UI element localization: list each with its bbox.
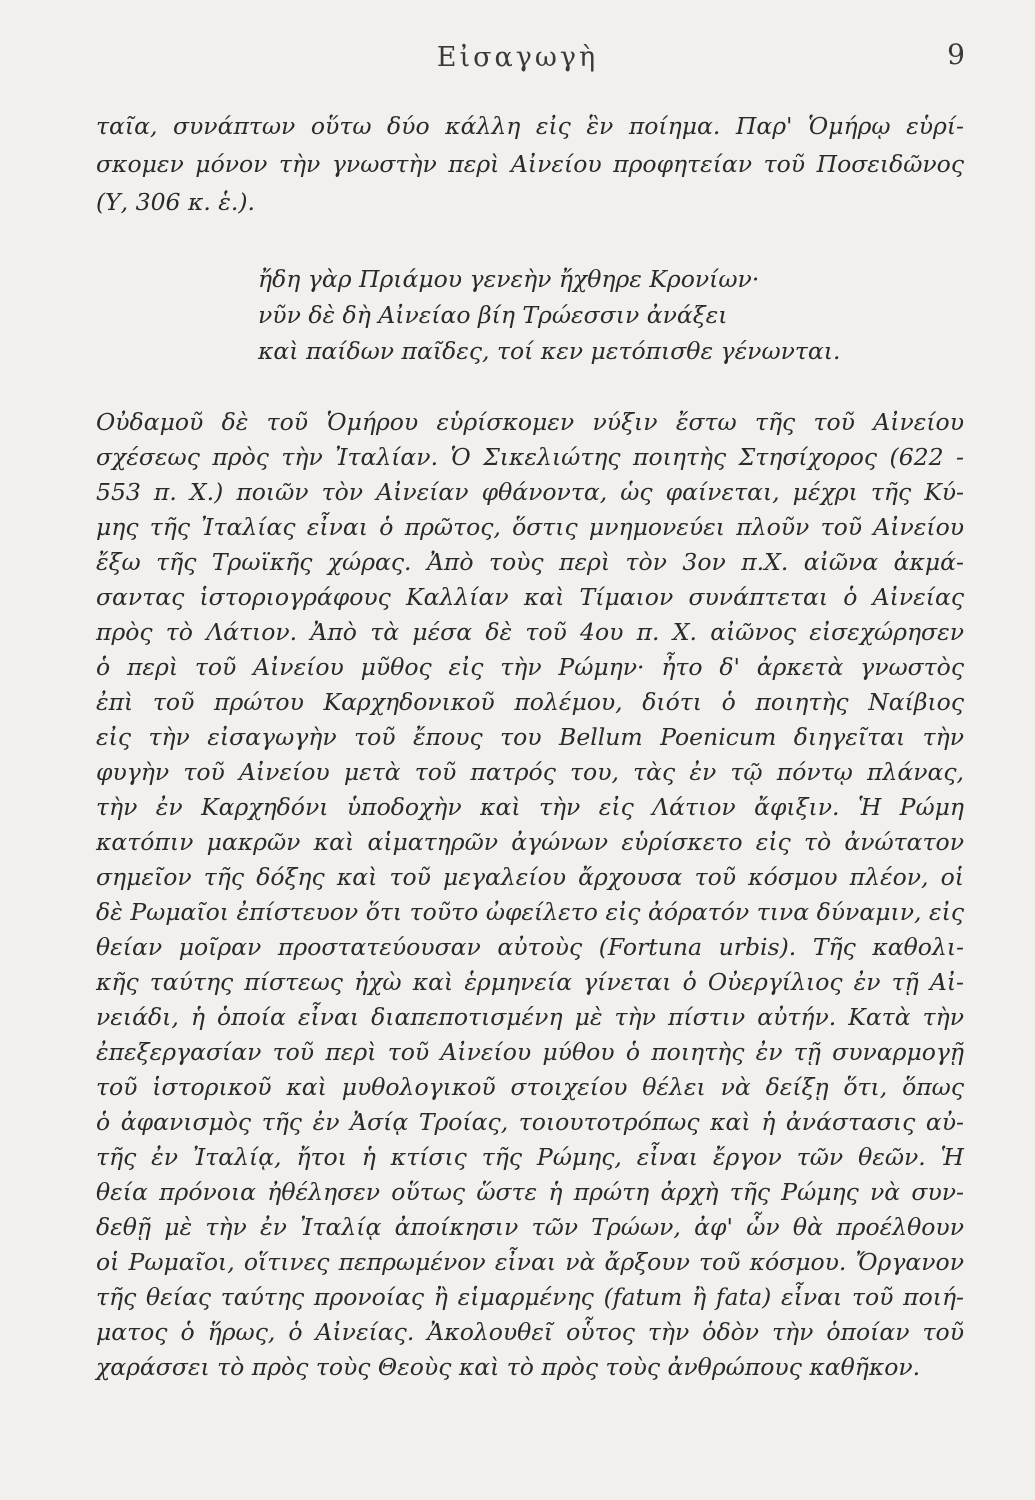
paragraph-line: νειάδι, ἡ ὁποία εἶναι διαπεποτισμένη μὲ τὴν πίστιν αὐτήν. Κατὰ τὴν: [96, 1003, 964, 1031]
paragraph-line: ταῖα, συνάπτων οὕτω δύο κάλλη εἰς ἓν ποίημα. Παρ' Ὁμήρῳ εὑρί-: [96, 112, 964, 140]
paragraph-line: σκομεν μόνον τὴν γνωστὴν περὶ Αἰνείου προφητείαν τοῦ Ποσειδῶνος: [96, 150, 964, 178]
paragraph-line: τὴν ἐν Καρχηδόνι ὑποδοχὴν καὶ τὴν εἰς Λάτιον ἄφιξιν. Ἡ Ρώμη: [96, 793, 964, 821]
paragraph-line: Οὐδαμοῦ δὲ τοῦ Ὁμήρου εὑρίσκομεν νύξιν ἔστω τῆς τοῦ Αἰνείου: [96, 408, 964, 436]
paragraph-line: δεθῇ μὲ τὴν ἐν Ἰταλίᾳ ἀποίκησιν τῶν Τρώων, ἀφ' ὧν θὰ προέλθουν: [96, 1213, 964, 1241]
paragraph-line: (Υ, 306 κ. ἑ.).: [96, 188, 256, 216]
paragraph-line: 553 π. Χ.) ποιῶν τὸν Αἰνείαν φθάνοντα, ὡς φαίνεται, μέχρι τῆς Κύ-: [96, 478, 964, 506]
paragraph-line: μης τῆς Ἰταλίας εἶναι ὁ πρῶτος, ὅστις μνημονεύει πλοῦν τοῦ Αἰνείου: [96, 513, 964, 541]
paragraph-line: σαντας ἱστοριογράφους Καλλίαν καὶ Τίμαιον συνάπτεται ὁ Αἰνείας: [96, 583, 964, 611]
paragraph-line: κῆς ταύτης πίστεως ἠχὼ καὶ ἑρμηνεία γίνεται ὁ Οὐεργίλιος ἐν τῇ Αἰ-: [96, 968, 964, 996]
paragraph-line: δὲ Ρωμαῖοι ἐπίστευον ὅτι τοῦτο ὠφείλετο εἰς ἀόρατόν τινα δύναμιν, εἰς: [96, 898, 964, 926]
paragraph-line: τῆς ἐν Ἰταλίᾳ, ἤτοι ἡ κτίσις τῆς Ρώμης, εἶναι ἔργον τῶν θεῶν. Ἡ: [96, 1143, 964, 1171]
paragraph-line: σχέσεως πρὸς τὴν Ἰταλίαν. Ὁ Σικελιώτης ποιητὴς Στησίχορος (622 -: [96, 443, 964, 471]
page-number: 9: [947, 38, 965, 71]
paragraph-line: φυγὴν τοῦ Αἰνείου μετὰ τοῦ πατρός του, τὰς ἐν τῷ πόντῳ πλάνας,: [96, 758, 964, 786]
verse-line: νῦν δὲ δὴ Αἰνείαο βίη Τρώεσσιν ἀνάξει: [258, 301, 728, 329]
paragraph-line: θεία πρόνοια ἠθέλησεν οὕτως ὥστε ἡ πρώτη ἀρχὴ τῆς Ρώμης νὰ συν-: [96, 1178, 964, 1206]
paragraph-line: σημεῖον τῆς δόξης καὶ τοῦ μεγαλείου ἄρχουσα τοῦ κόσμου πλέον, οἱ: [96, 863, 964, 891]
paragraph-line: ἐπεξεργασίαν τοῦ περὶ τοῦ Αἰνείου μύθου ὁ ποιητὴς ἐν τῇ συναρμογῇ: [96, 1038, 964, 1066]
paragraph-line: θείαν μοῖραν προστατεύουσαν αὐτοὺς (Fortuna urbis). Τῆς καθολι-: [96, 933, 964, 961]
running-head: Εἰσαγωγὴ: [436, 42, 599, 73]
paragraph-line: χαράσσει τὸ πρὸς τοὺς Θεοὺς καὶ τὸ πρὸς τοὺς ἀνθρώπους καθῆκον.: [96, 1353, 921, 1381]
verse-line: καὶ παίδων παῖδες, τοί κεν μετόπισθε γένωνται.: [258, 337, 841, 365]
paragraph-line: τῆς θείας ταύτης προνοίας ἢ εἱμαρμένης (fatum ἢ fata) εἶναι τοῦ ποιή-: [96, 1283, 964, 1311]
verse-line: ἤδη γὰρ Πριάμου γενεὴν ἤχθηρε Κρονίων·: [258, 265, 760, 293]
paragraph-line: κατόπιν μακρῶν καὶ αἱματηρῶν ἀγώνων εὑρίσκετο εἰς τὸ ἀνώτατον: [96, 828, 964, 856]
paragraph-line: τοῦ ἱστορικοῦ καὶ μυθολογικοῦ στοιχείου θέλει νὰ δείξῃ ὅτι, ὅπως: [96, 1073, 964, 1101]
paragraph-line: ματος ὁ ἥρως, ὁ Αἰνείας. Ἀκολουθεῖ οὗτος τὴν ὁδὸν τὴν ὁποίαν τοῦ: [96, 1318, 964, 1346]
paragraph-line: ὁ ἀφανισμὸς τῆς ἐν Ἀσίᾳ Τροίας, τοιουτοτρόπως καὶ ἡ ἀνάστασις αὐ-: [96, 1108, 964, 1136]
paragraph-line: ἐπὶ τοῦ πρώτου Καρχηδονικοῦ πολέμου, διότι ὁ ποιητὴς Ναίβιος: [96, 688, 964, 716]
paragraph-line: εἰς τὴν εἰσαγωγὴν τοῦ ἔπους του Bellum Poenicum διηγεῖται τὴν: [96, 723, 964, 751]
paragraph-line: ὁ περὶ τοῦ Αἰνείου μῦθος εἰς τὴν Ρώμην· ἦτο δ' ἀρκετὰ γνωστὸς: [96, 653, 964, 681]
paragraph-line: πρὸς τὸ Λάτιον. Ἀπὸ τὰ μέσα δὲ τοῦ 4ου π. Χ. αἰῶνος εἰσεχώρησεν: [96, 618, 964, 646]
paragraph-line: ἔξω τῆς Τρωϊκῆς χώρας. Ἀπὸ τοὺς περὶ τὸν 3ον π.Χ. αἰῶνα ἀκμά-: [96, 548, 964, 576]
paragraph-line: οἱ Ρωμαῖοι, οἵτινες πεπρωμένον εἶναι νὰ ἄρξουν τοῦ κόσμου. Ὄργανον: [96, 1248, 964, 1276]
